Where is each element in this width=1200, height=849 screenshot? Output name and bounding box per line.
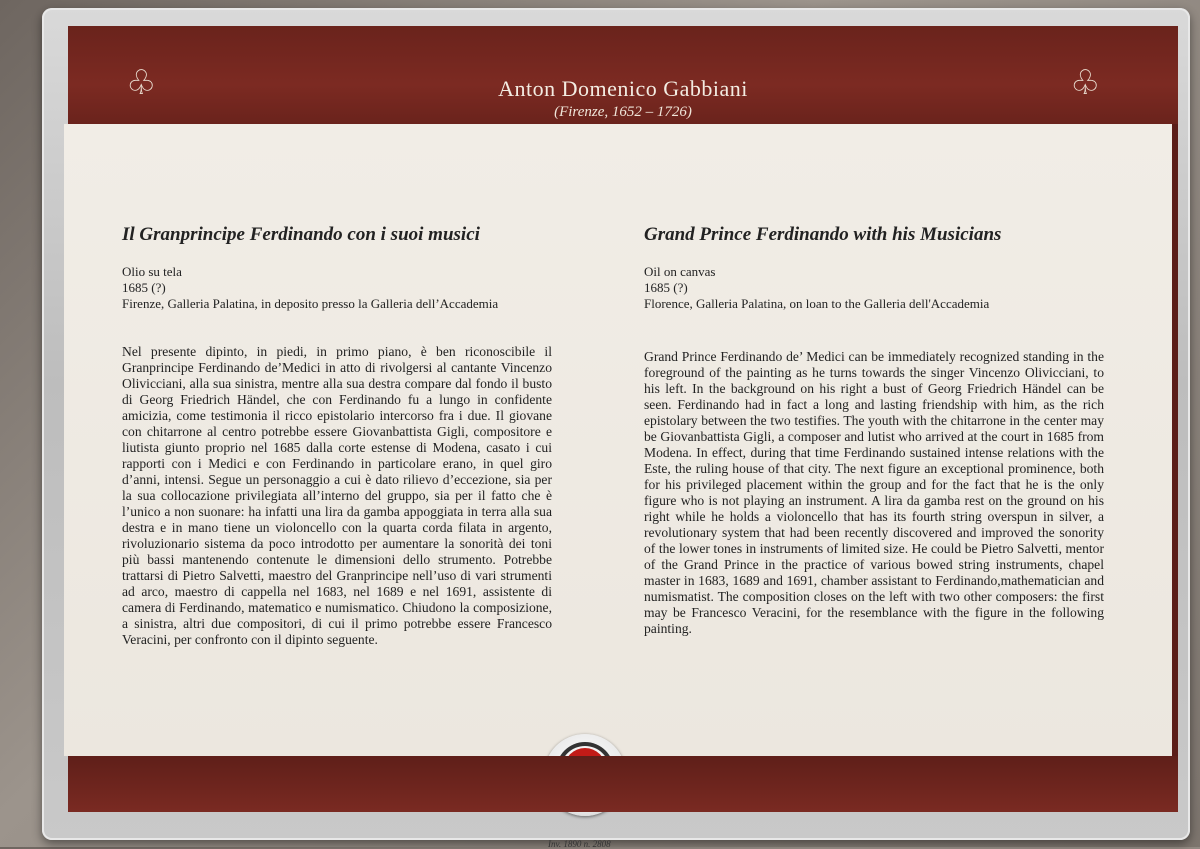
museum-label-plaque [68, 26, 1178, 849]
footer-band [68, 756, 1178, 812]
italian-date: 1685 (?) [122, 280, 166, 295]
english-column [644, 224, 1104, 637]
italian-location: Firenze, Galleria Palatina, in deposito presso la Galleria dell’Accademia [122, 296, 499, 311]
ornament-icon: ♧ [126, 65, 157, 102]
inventory-number: Inv. 1890 n. 2808 [548, 839, 611, 849]
english-description: Grand Prince Ferdinando de’ Medici can be immediately recognized standing in the foreground of the painting as he turns towards the singer Vincenzo Olivicciani, to his left. In the background on his right a bust of Georg Friedrich Händel can be seen. Ferdinando had in fact a long and lasting friendship with him, as the rich epistolary between the two testifies. The youth with the chitarrone in the center may be Giovanbattista Gigli, a composer and lutist who arrived at the court in 1685 from Modena. In effect, during that time Ferdinando sustained intense relations with the Este, the ruling house of that city. The next figure an exceptional prominence, both for his privileged placement within the group and for the fact that he is the only figure who is not playing an instrument. A lira da gamba rest on the ground on his right while he holds a violoncello that has its fourth string overspun in silver, a revolutionary system that had been recently discovered and improved the sonority of the lower tones in instruments of limited size. He could be Pietro Salvetti, mentor of the Grand Prince in the practice of various bowed string instruments, chapel master in 1683, 1689 and 1691, chamber assistant to Ferdinando,mathematician and numismatist. The composition closes on the left with two other composers: the first may be Francesco Veracini, for the resemblance with the figure in the following painting. [644, 349, 1104, 636]
text-panel [64, 124, 1172, 849]
english-medium: Oil on canvas [644, 264, 716, 279]
italian-medium: Olio su tela [122, 264, 182, 279]
header-band [68, 26, 1178, 124]
english-date: 1685 (?) [644, 280, 688, 295]
english-title: Grand Prince Ferdinando with his Musicians [644, 224, 1002, 245]
english-location: Florence, Galleria Palatina, on loan to the Galleria dell'Accademia [644, 296, 990, 311]
ornament-icon: ♧ [1070, 65, 1101, 102]
artist-dates: (Firenze, 1652 – 1726) [554, 104, 692, 120]
italian-column [122, 224, 552, 648]
artist-name: Anton Domenico Gabbiani [498, 76, 748, 101]
italian-title: Il Granprincipe Ferdinando con i suoi musici [122, 224, 480, 245]
italian-description: Nel presente dipinto, in piedi, in primo piano, è ben riconoscibile il Granprincipe Ferdinando de’Medici in atto di rivolgersi al cantante Vincenzo Olivicciani, alla sua sinistra, mentre alla sua destra compare dal fondo il busto di Georg Friedrich Händel, che con Ferdinando fu a lungo in confidente amicizia, come testimonia il ricco epistolario intercorso fra i due. Il giovane con chitarrone al centro potrebbe essere Giovanbattista Gigli, compositore e liutista giunto proprio nel 1685 dalla corte estense di Modena, casato i cui rapporti con i Medici e con Ferdinando in particolare erano, in quel giro d’anni, intensi. Segue un personaggio a cui è dato rilievo d’eccezione, sia per la sua collocazione privilegiata all’interno del gruppo, sia per il fatto che è l’unico a non suonare: ha infatti una lira da gamba appoggiata in terra alla sua destra e in mano tiene un violoncello con la quarta corda filata in argento, rivoluzionario sistema da poco introdotto per aumentare la sonorità dei toni più bassi mantenendo contenute le dimensioni dello strumento. Potrebbe trattarsi di Pietro Salvetti, maestro del Granprincipe nell’uso di vari strumenti ad arco, maestro di cappella nel 1683, nel 1689 e nel 1691, assistente di camera di Ferdinando, matematico e numismatico. Chiudono la composizione, a sinistra, altri due compositori, di cui il primo potrebbe essere Francesco Veracini, per confronto con il dipinto seguente. [122, 344, 552, 647]
